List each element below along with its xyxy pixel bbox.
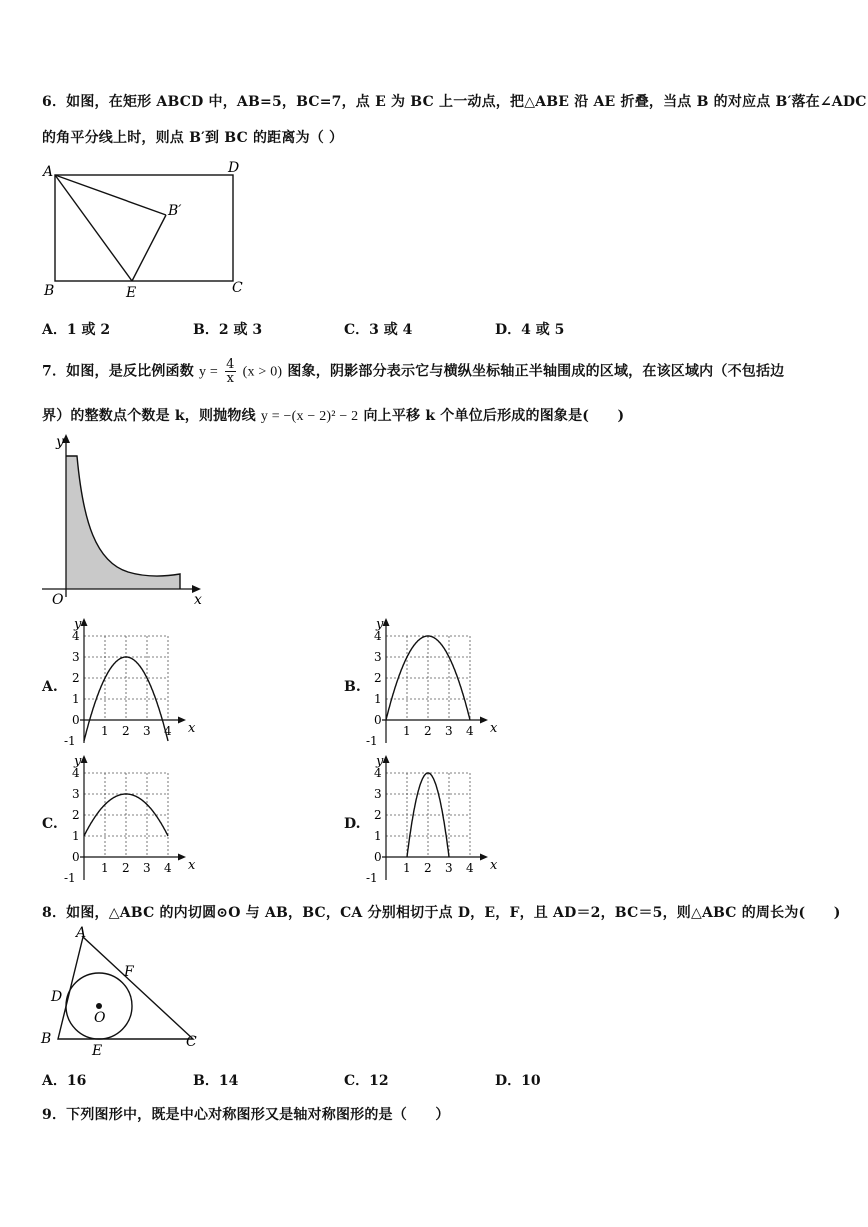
q7-text-line2 [42, 405, 624, 425]
tick-label-x: 1 [403, 724, 411, 738]
tick-label-x: 1 [101, 861, 109, 875]
q7-line1-a: 7．如图，是反比例函数 [42, 363, 194, 380]
q8-triangle-figure [38, 924, 208, 1059]
label-b: B [41, 1031, 52, 1047]
q9-text-line1: 9．下列图形中，既是中心对称图形又是轴对称图形的是（ ） [42, 1107, 450, 1123]
tick-label-y: 2 [374, 808, 382, 822]
q6-option-a[interactable]: A．1 或 2 [42, 322, 111, 338]
q7-line2-b: 向上平移 k 个单位后形成的图象是( ) [363, 408, 625, 424]
tick-label-y: 3 [374, 787, 382, 801]
axis-label-x: x [194, 592, 202, 608]
label-f: F [124, 964, 134, 980]
y-axis-arrow [383, 755, 390, 763]
tick-label-x: 1 [101, 724, 109, 738]
tick-label-x: 3 [445, 861, 453, 875]
y-axis-arrow [383, 618, 390, 626]
axis-label-y: y [74, 754, 82, 769]
x-axis-arrow [480, 854, 488, 861]
label-d: D [51, 989, 63, 1005]
q7-option-label-d[interactable]: D. [344, 816, 361, 832]
label-c: C [232, 280, 243, 296]
q8-option-c[interactable]: C．12 [344, 1073, 389, 1089]
x-axis-arrow [178, 717, 186, 724]
graph-option-a[interactable] [62, 618, 202, 753]
graph-option-c[interactable] [62, 755, 202, 890]
tick-label-x: 4 [164, 724, 172, 738]
q6-text-line1: 6．如图，在矩形 ABCD 中，AB=5，BC=7，点 E 为 BC 上一动点，把△ABE 沿 AE 折叠，当点 B 的对应点 B′落在∠ADC [42, 94, 867, 110]
tick-label-x: 3 [143, 861, 151, 875]
q8-option-d[interactable]: D．10 [495, 1073, 541, 1089]
segment-eb-prime [132, 215, 166, 281]
tick-label-x: 3 [143, 724, 151, 738]
tick-label-x: 4 [466, 724, 474, 738]
label-b: B [44, 283, 55, 299]
q8-text-line1: 8．如图，△ABC 的内切圆⊙O 与 AB，BC，CA 分别相切于点 D，E，F，且 AD＝2，BC＝5，则△ABC 的周长为( ) [42, 905, 841, 921]
tick-label-x: 2 [122, 861, 130, 875]
shaded-region [66, 456, 180, 589]
rect-abcd [55, 175, 233, 281]
axis-label-x: x [188, 721, 196, 736]
tick-label-y: 4 [72, 766, 80, 780]
tick-label-y: 2 [72, 808, 80, 822]
triangle-abc [58, 937, 193, 1039]
q8-option-a[interactable]: A．16 [42, 1073, 87, 1089]
y-axis-arrow [81, 755, 88, 763]
axis-label-o: O [52, 592, 64, 608]
q7-hyperbola-figure [38, 432, 218, 612]
x-axis-arrow [178, 854, 186, 861]
tick-label-y: 3 [72, 650, 80, 664]
q7-line1-b: 图象，阴影部分表示它与横纵坐标轴正半轴围成的区域，在该区域内（不包括边 [287, 363, 785, 380]
axis-label-y: y [74, 617, 82, 632]
tick-label-x: 2 [424, 724, 432, 738]
q6-option-d[interactable]: D．4 或 5 [495, 322, 565, 338]
q7-line1-y: y = [199, 364, 219, 380]
tick-label-y: 1 [374, 692, 382, 706]
tick-label-y: -1 [64, 871, 76, 885]
tick-label-x: 2 [424, 861, 432, 875]
segment-ae [55, 175, 132, 281]
tick-label-x: 2 [122, 724, 130, 738]
tick-label-y: 0 [72, 850, 80, 864]
q7-line1-cond: (x > 0) [242, 364, 283, 380]
tick-label-y: 0 [374, 850, 382, 864]
label-a: A [43, 164, 54, 180]
axis-label-y: y [376, 617, 384, 632]
tick-label-y: 1 [72, 692, 80, 706]
label-d: D [228, 160, 240, 176]
tick-label-y: 1 [374, 829, 382, 843]
q7-fraction [225, 358, 235, 385]
label-o: O [94, 1010, 106, 1026]
q7-option-label-a[interactable]: A. [42, 679, 58, 695]
tick-label-y: 3 [374, 650, 382, 664]
label-a: A [76, 925, 87, 941]
tick-label-y: -1 [366, 734, 378, 748]
q7-text-line1 [42, 358, 784, 385]
q6-text-line2: 的角平分线上时，则点 B′到 BC 的距离为（ ） [42, 130, 344, 146]
tick-label-y: 0 [72, 713, 80, 727]
q6-rectangle-figure [40, 160, 250, 300]
tick-label-y: 2 [374, 671, 382, 685]
axis-label-x: x [188, 858, 196, 873]
tick-label-x: 4 [466, 861, 474, 875]
tick-label-y: 1 [72, 829, 80, 843]
tick-label-y: 4 [374, 629, 382, 643]
y-axis-arrow [81, 618, 88, 626]
axis-label-y: y [56, 434, 64, 450]
q7-frac-den: x [226, 371, 235, 386]
tick-label-x: 1 [403, 861, 411, 875]
axis-label-x: x [490, 721, 498, 736]
q7-option-label-b[interactable]: B. [344, 679, 361, 695]
axis-label-x: x [490, 858, 498, 873]
q7-line2-a: 界）的整数点个数是 k，则抛物线 [42, 408, 256, 424]
x-axis-arrow [480, 717, 488, 724]
tick-label-y: -1 [366, 871, 378, 885]
q8-option-b[interactable]: B．14 [193, 1073, 239, 1089]
graph-option-b[interactable] [364, 618, 504, 753]
q7-line2-math: y = −(x − 2)² − 2 [260, 409, 359, 424]
center-o [96, 1003, 102, 1009]
tick-label-y: 4 [72, 629, 80, 643]
tick-label-y: -1 [64, 734, 76, 748]
segment-ab-prime [55, 175, 166, 215]
tick-label-y: 4 [374, 766, 382, 780]
tick-label-y: 3 [72, 787, 80, 801]
tick-label-y: 0 [374, 713, 382, 727]
q6-option-c[interactable]: C．3 或 4 [344, 322, 413, 338]
axis-label-y: y [376, 754, 384, 769]
q7-frac-num: 4 [226, 357, 235, 372]
graph-option-d[interactable] [364, 755, 504, 890]
tick-label-y: 2 [72, 671, 80, 685]
q6-option-b[interactable]: B．2 或 3 [193, 322, 263, 338]
label-c: C [186, 1034, 197, 1050]
q7-option-label-c[interactable]: C. [42, 816, 58, 832]
label-e: E [92, 1043, 103, 1059]
label-b-prime: B′ [168, 203, 182, 219]
label-e: E [126, 285, 137, 301]
tick-label-x: 4 [164, 861, 172, 875]
tick-label-x: 3 [445, 724, 453, 738]
